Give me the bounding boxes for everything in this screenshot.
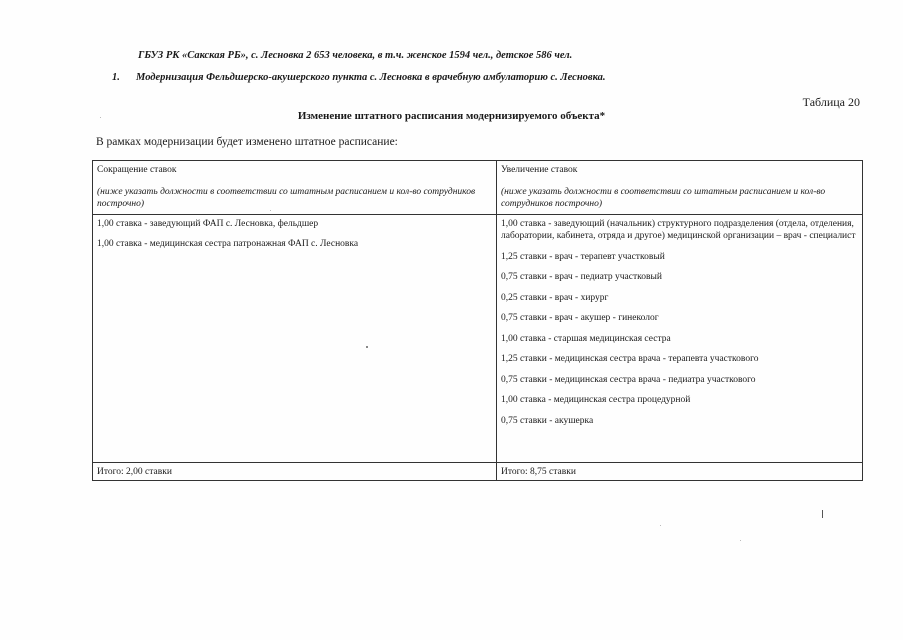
staff-change-table [92, 160, 863, 481]
reduction-items-cell [93, 214, 497, 462]
increase-item: 0,75 ставки - акушерка [501, 415, 594, 426]
intro-text: В рамках модернизации будет изменено штатное расписание: [96, 136, 398, 148]
increase-item: 1,00 ставка - старшая медицинская сестра [501, 333, 671, 344]
scan-speck [740, 540, 741, 541]
increase-header-note: (ниже указать должности в соответствии со штатным расписанием и кол-во сотрудников построчно) [501, 186, 826, 210]
section-title: Модернизация Фельдшерско-акушерского пункта с. Лесновка в врачебную амбулаторию с. Лесновка. [136, 72, 606, 83]
increase-item: 0,75 ставки - врач - педиатр участковый [501, 272, 662, 283]
increase-item: 1,25 ставки - медицинская сестра врача - терапевта участкового [501, 354, 759, 365]
table-header-row [93, 161, 863, 215]
increase-total-cell: Итого: 8,75 ставки [497, 462, 863, 481]
scan-speck [822, 510, 823, 518]
scan-speck [366, 346, 368, 348]
reduction-header-title: Сокращение ставок [97, 165, 177, 175]
scan-speck [660, 525, 661, 526]
reduction-item: 1,00 ставка - медицинская сестра патронажная ФАП с. Лесновка [97, 239, 359, 250]
increase-header-cell [497, 161, 863, 215]
increase-item: 0,75 ставки - медицинская сестра врача - педиатра участкового [501, 374, 756, 385]
table-body-row [93, 214, 863, 462]
institution-header: ГБУЗ РК «Сакская РБ», с. Лесновка 2 653 человека, в т.ч. женское 1594 чел., детское 586 чел. [138, 50, 573, 61]
scan-speck [270, 210, 271, 211]
scan-speck [100, 117, 101, 118]
reduction-total-cell: Итого: 2,00 ставки [93, 462, 497, 481]
reduction-header-note: (ниже указать должности в соответствии со штатным расписанием и кол-во сотрудников построчно) [97, 186, 476, 210]
section-heading [112, 72, 606, 83]
table-number-label: Таблица 20 [802, 95, 860, 109]
reduction-item: 1,00 ставка - заведующий ФАП с. Лесновка, фельдшер [97, 218, 319, 229]
reduction-header-cell [93, 161, 497, 215]
increase-item: 1,00 ставка - медицинская сестра процедурной [501, 395, 691, 406]
table-title: Изменение штатного расписания модернизируемого объекта* [297, 110, 606, 122]
increase-header-title: Увеличение ставок [501, 165, 578, 175]
table-total-row [93, 462, 863, 481]
increase-item: 0,25 ставки - врач - хирург [501, 292, 609, 303]
increase-item: 1,00 ставка - заведующий (начальник) структурного подразделения (отдела, отделения, лаборатории, кабинета, отряда и другое) медицинской организации – врач - специалист [501, 218, 856, 242]
increase-item: 0,75 ставки - врач - акушер - гинеколог [501, 313, 659, 324]
section-number: 1. [112, 72, 120, 83]
increase-item: 1,25 ставки - врач - терапевт участковый [501, 251, 665, 262]
increase-items-cell [497, 214, 863, 462]
